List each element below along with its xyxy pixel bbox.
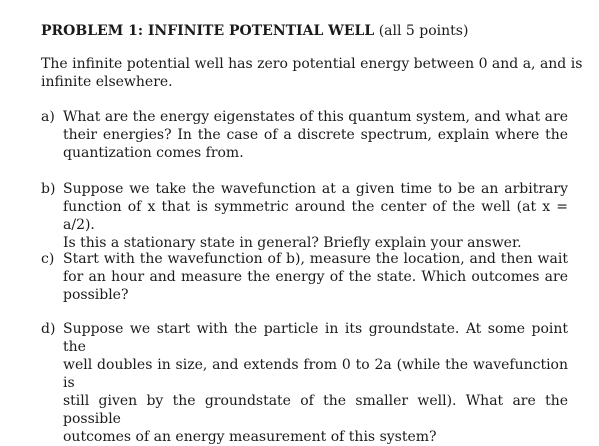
question-line: Start with the wavefunction of b), measure the location, and then wait <box>63 251 568 267</box>
question-label: b) <box>41 181 56 197</box>
problem-points: (all 5 points) <box>378 23 469 39</box>
question-text <box>63 320 568 446</box>
question-line: possible? <box>63 287 129 303</box>
question-line: their energies? In the case of a discrete spectrum, explain where the <box>63 127 568 143</box>
question-line: still given by the groundstate of the smaller well). What are the possible <box>63 393 568 427</box>
intro-line: The infinite potential well has zero potential energy between 0 and a, and is <box>41 56 583 72</box>
question-line: quantization comes from. <box>63 145 244 161</box>
question-line: Is this a stationary state in general? Briefly explain your answer. <box>63 235 522 251</box>
problem-heading <box>41 22 468 40</box>
question-label: a) <box>41 109 55 125</box>
problem-title: PROBLEM 1: INFINITE POTENTIAL WELL <box>41 23 375 39</box>
question-text <box>63 180 568 252</box>
question-line: function of x that is symmetric around the center of the well (at x = a/2). <box>63 199 568 233</box>
question-line: well doubles in size, and extends from 0 to 2a (while the wavefunction is <box>63 357 568 391</box>
question-line: Suppose we start with the particle in its groundstate. At some point the <box>63 321 568 355</box>
question-label: d) <box>41 321 56 337</box>
problem-intro <box>41 55 583 91</box>
question-line: What are the energy eigenstates of this quantum system, and what are <box>63 109 568 125</box>
question-text <box>63 250 568 304</box>
question-line: for an hour and measure the energy of the state. Which outcomes are <box>63 269 568 285</box>
question-line: Suppose we take the wavefunction at a given time to be an arbitrary <box>63 181 568 197</box>
question-label: c) <box>41 251 55 267</box>
intro-line: infinite elsewhere. <box>41 74 173 90</box>
question-text <box>63 108 568 162</box>
question-line: outcomes of an energy measurement of this system? <box>63 429 437 445</box>
